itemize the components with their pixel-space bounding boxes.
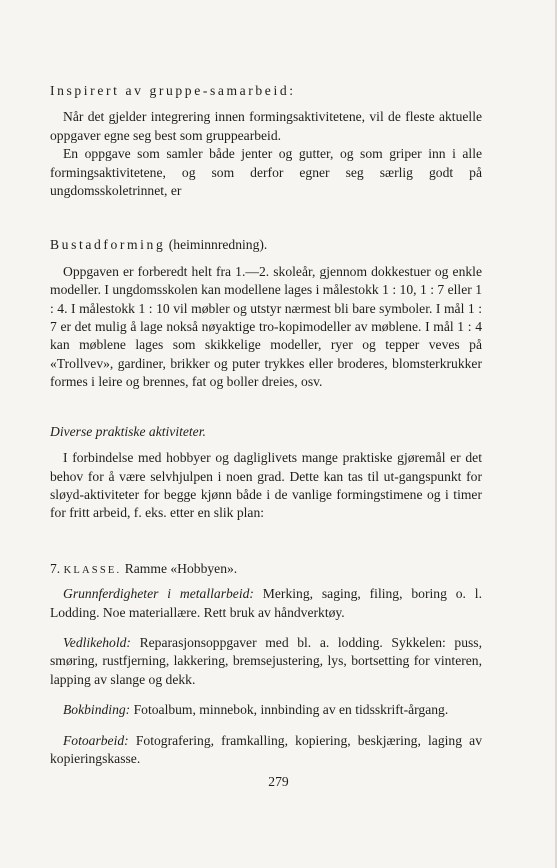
item-text: Reparasjonsoppgaver med bl. a. lodding. Sykkelen: puss, smøring, rustfjerning, lakkering, bremsejustering, lys, bortsetting for vinteren, lapping av slange og dekk. [50,634,482,687]
class-number: 7. [50,560,64,576]
list-item [50,585,482,622]
paragraph: Når det gjelder integrering innen formingsaktivitetene, vil de fleste aktuelle oppgaver egne seg best som gruppearbeid. [50,109,482,143]
heading-text: Inspirert av gruppe-samarbeid: [50,83,296,98]
section-heading-klasse [50,560,482,580]
paragraph: I forbindelse med hobbyer og dagliglivets mange praktiske gjøremål er det behov for å være selvhjulpen i noen grad. Dette kan tas til ut-gangspunkt for sløyd-aktiviteter for begge kjønn både i de vanlige formingstimene og i timer for fritt arbeid, f. eks. etter en slik plan: [50,450,482,521]
list-item [50,634,482,689]
item-label: Vedlikehold: [63,634,131,650]
heading-text: Bustadforming [50,237,166,253]
item-text: Fotografering, framkalling, kopiering, beskjæring, laging av kopieringskasse. [50,732,482,766]
item-label: Grunnferdigheter i metallarbeid: [63,586,254,602]
list-item [50,732,482,769]
item-text: Merking, saging, filing, boring o. l. Lodding. Noe materiallære. Rett bruk av håndverktøy. [50,586,482,620]
class-title: Ramme «Hobbyen». [121,560,238,576]
item-label: Fotoarbeid: [63,732,129,748]
heading-note: (heiminnredning). [165,237,268,253]
page-number: 279 [268,774,289,789]
page-body [50,82,482,768]
item-label: Bokbinding: [63,702,131,718]
section-heading-gruppe [50,82,482,100]
section-heading-bustad [50,236,482,254]
paragraph: Oppgaven er forberedt helt fra 1.—2. skoleår, gjennom dokkestuer og enkle modeller. I ungdomsskolen kan modellene lages i målestokk 1 : 10, 1 : 7 eller 1 : 4. I målestokk 1 : 10 vil møbler og utstyr nærmest bli bare symboler. I mål 1 : 7 er det mulig å lage nokså nøyaktige tro-kopimodeller av møblene. I mål 1 : 4 kan møblene lages som skikkelige modeller, ryer og tepper veves på «Trollvev», gardiner, brikker og puter trykkes eller broderes, blomsterkrukker formes i leire og brennes, fat og boller dreies, osv. [50,263,482,390]
section-heading-diverse: Diverse praktiske aktiviteter. [50,423,206,439]
list-item [50,701,482,719]
class-label: KLASSE. [63,564,122,576]
item-text: Fotoalbum, minnebok, innbinding av en tidsskrift-årgang. [130,702,449,718]
paragraph: En oppgave som samler både jenter og gutter, og som griper inn i alle formingsaktivitetene, og som derfor egner seg særlig godt på ungdomsskoletrinnet, er [50,146,482,199]
